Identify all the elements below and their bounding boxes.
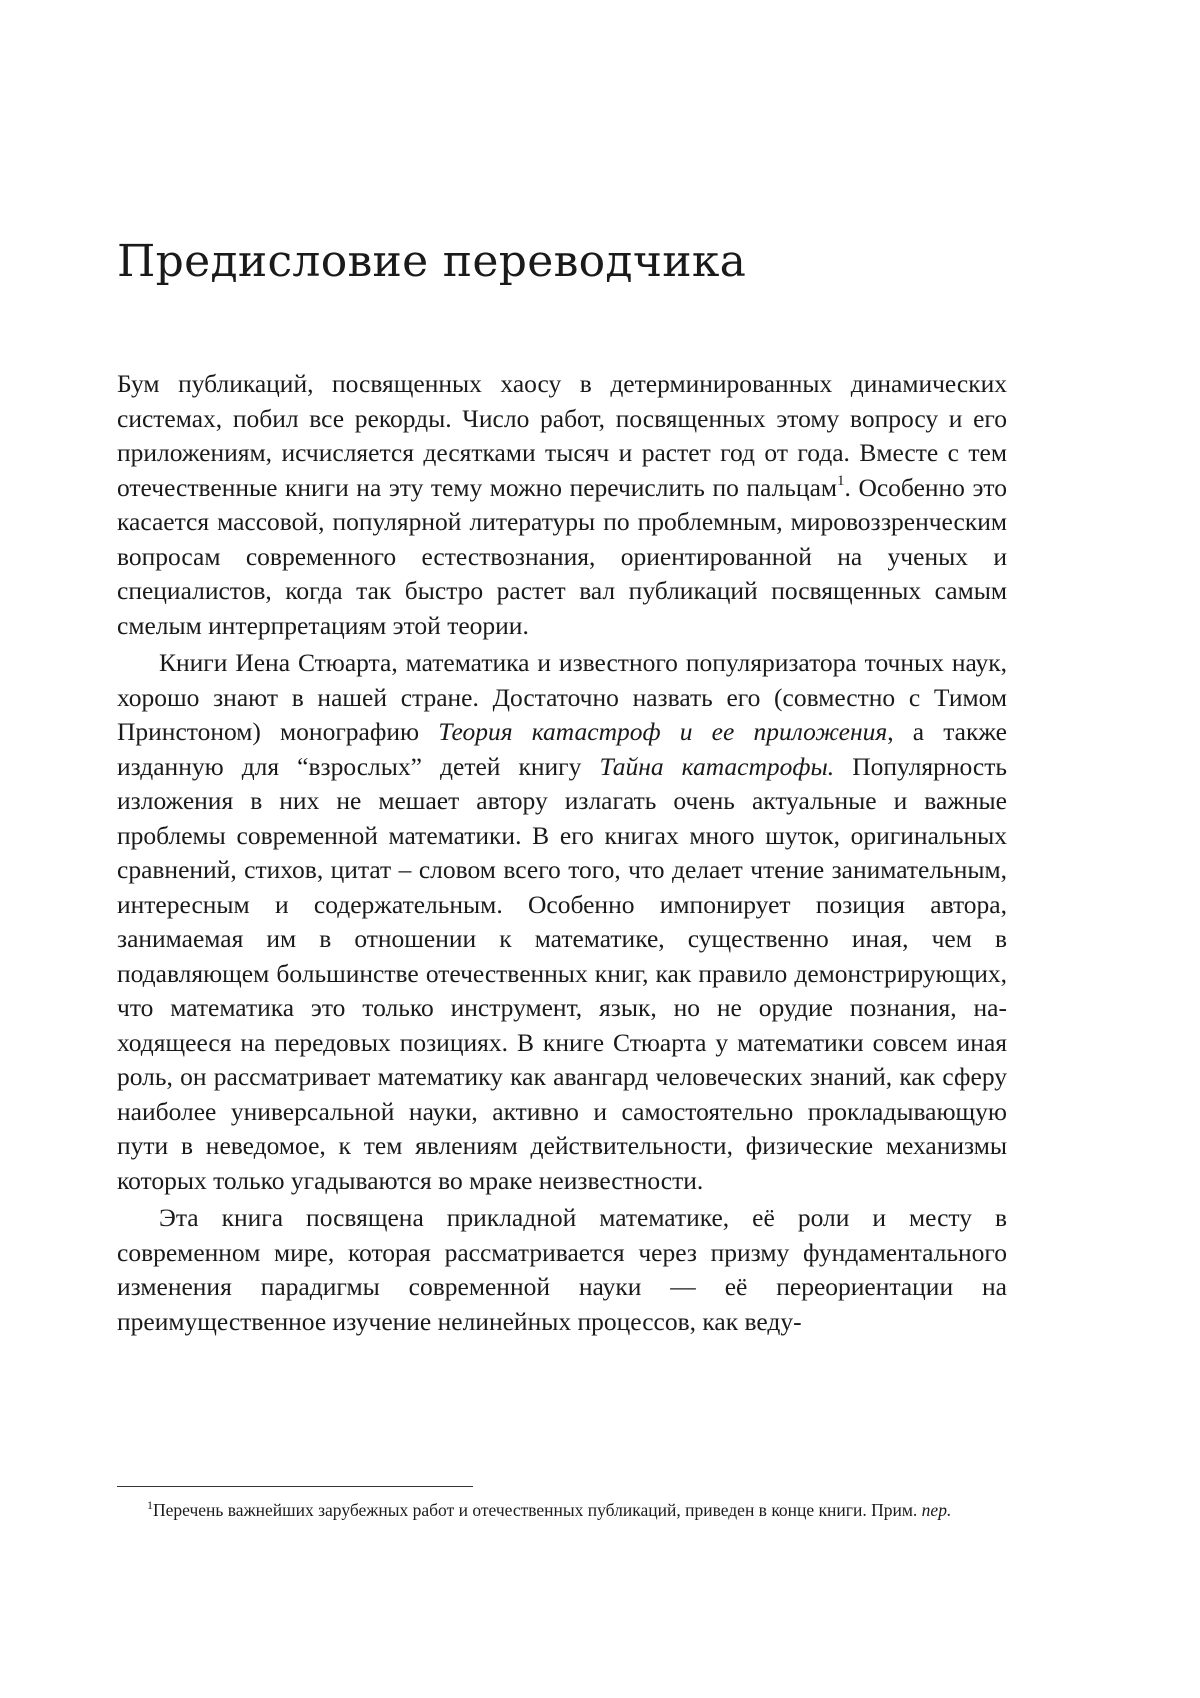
footnote-marker: 1 <box>147 1498 153 1512</box>
footnote-abbreviation: пер. <box>921 1500 952 1520</box>
body-text <box>117 367 1007 1339</box>
paragraph-2-text-b: , а также изданную для “взрослых” детей книгу <box>117 717 1007 781</box>
chapter-title: Предисловие переводчика <box>117 236 747 287</box>
book-page <box>117 0 1007 1698</box>
paragraph-2 <box>117 646 1007 1198</box>
paragraph-1-text-b: . Особенно это касается массовой, популярной литературы по проблемным, мировоззренческим вопросам современного естествознания, ориентированной на ученых и специалистов, когда так быстро растет вал публикаций посвященных самым смелым интерпретациям этой теории. <box>117 472 1007 640</box>
paragraph-3-text: Эта книга посвящена прикладной математике, её роли и месту в современном мире, которая рассматривается через призму фундаментального изменения парадигмы современной науки — её переориентации на преимущественное изучение нелинейных процессов, как веду- <box>117 1203 1007 1336</box>
paragraph-2-text-a: Книги Иена Стюарта, математика и известного популяризатора точных наук, хорошо знают в нашей стране. Достаточно назвать его (совместно с Тимом Принстоном) монографию <box>117 648 1007 746</box>
book-title-catastrophe-mystery: Тайна катастрофы. <box>599 751 835 781</box>
paragraph-1 <box>117 367 1007 643</box>
footnote-text: Перечень важнейших зарубежных работ и отечественных публикаций, приведен в конце книги. Прим. <box>153 1500 922 1520</box>
paragraph-2-text-c: Популярность изложения в них не мешает автору излагать очень актуальные и важные проблемы современной математики. В его книгах много шуток, оригинальных сравнений, стихов, цитат – словом всего того, что делает чтение занимательным, интересным и содержательным. Особенно импонирует позиция автора, занимаемая им в отношении к математике, существенно иная, чем в подавляющем большинстве отечественных книг, как правило демонстрирующих, что математика это только инструмент, язык, но не орудие познания, находящееся на передовых позициях. В книге Стюарта у математики совсем иная роль, он рассматривает математику как авангард человеческих знаний, как сферу наиболее универсальной науки, активно и самостоятельно прокладывающую пути в неведомое, к тем явлениям действительности, физические механизмы которых только угадываются во мраке неизвестности. <box>117 751 1007 1195</box>
book-title-catastrophe-theory: Теория катастроф и ее приложения <box>438 717 888 746</box>
footnote-divider <box>117 1486 473 1487</box>
footnote <box>117 1497 1007 1523</box>
paragraph-3 <box>117 1201 1007 1339</box>
footnote-reference[interactable]: 1 <box>837 472 845 489</box>
paragraph-1-text-a: Бум публикаций, посвященных хаосу в детерминированных динамических системах, побил все рекорды. Число работ, посвященных этому вопросу и его приложениям, исчисляется десятками тысяч и растет год от года. Вместе с тем отечественные книги на эту тему можно перечислить по пальцам <box>117 369 1007 502</box>
